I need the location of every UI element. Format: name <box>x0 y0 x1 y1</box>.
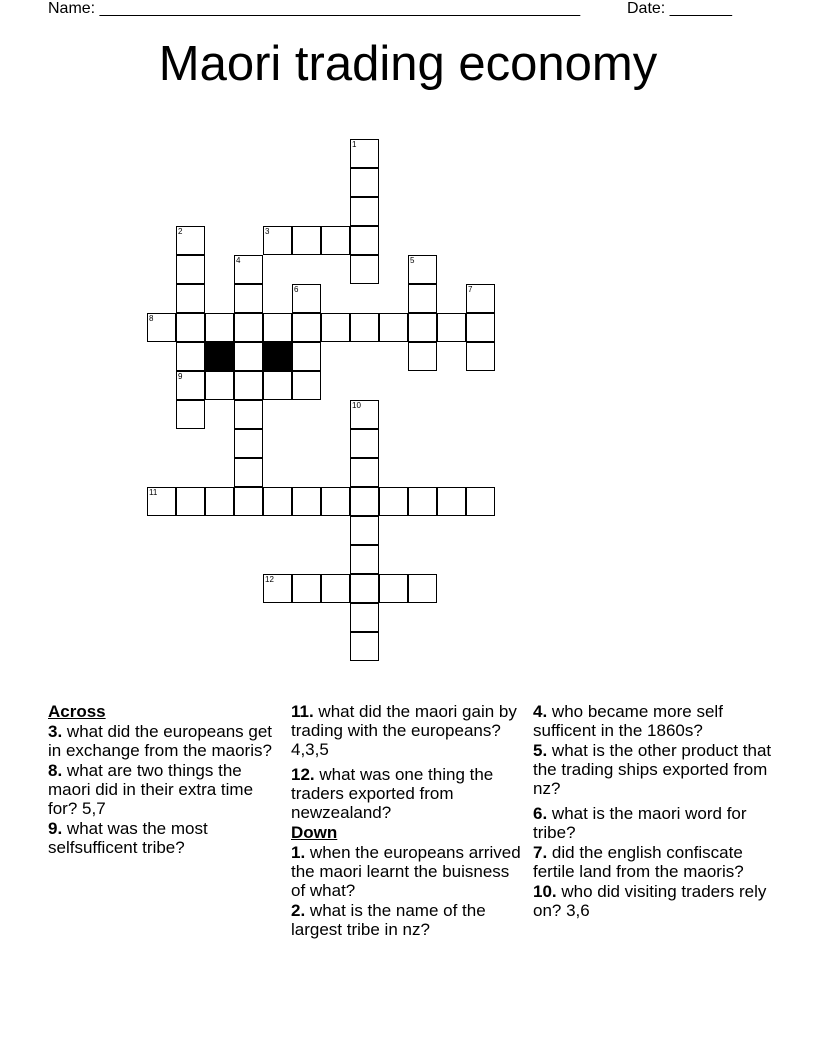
grid-cell[interactable] <box>408 284 437 313</box>
clue-number: 8 <box>149 314 154 323</box>
grid-cell[interactable] <box>350 197 379 226</box>
grid-cell[interactable] <box>263 226 292 255</box>
grid-cell[interactable] <box>234 487 263 516</box>
clue-number: 2 <box>178 227 183 236</box>
clue-across-9: 9. what was the most selfsufficent tribe? <box>48 819 208 857</box>
clues-column-1 <box>48 702 283 858</box>
grid-cell[interactable] <box>321 574 350 603</box>
grid-cell[interactable] <box>350 139 379 168</box>
grid-cell[interactable] <box>176 255 205 284</box>
grid-cell[interactable] <box>408 574 437 603</box>
grid-cell[interactable] <box>379 313 408 342</box>
grid-cell[interactable] <box>350 458 379 487</box>
clue-number: 5 <box>410 256 415 265</box>
clue-number: 4 <box>236 256 241 265</box>
grid-cell[interactable] <box>147 487 176 516</box>
grid-cell[interactable] <box>437 313 466 342</box>
grid-cell[interactable] <box>234 313 263 342</box>
grid-cell[interactable] <box>292 313 321 342</box>
grid-cell[interactable] <box>234 255 263 284</box>
clue-number: 3 <box>265 227 270 236</box>
clue-number: 10 <box>352 401 361 410</box>
grid-cell[interactable] <box>350 226 379 255</box>
page-title: Maori trading economy <box>158 37 658 91</box>
grid-cell[interactable] <box>379 574 408 603</box>
grid-cell[interactable] <box>321 226 350 255</box>
grid-cell[interactable] <box>350 603 379 632</box>
clue-down-1: 1. when the europeans arrived the maori learnt the buisness of what? <box>291 843 521 900</box>
grid-cell[interactable] <box>350 313 379 342</box>
clue-across-8: 8. what are two things the maori did in their extra time for? 5,7 <box>48 761 254 818</box>
date-field: Date: _______ <box>627 0 732 17</box>
clues-column-3 <box>533 702 773 921</box>
grid-cell[interactable] <box>263 313 292 342</box>
grid-cell[interactable] <box>350 516 379 545</box>
grid-cell[interactable] <box>234 458 263 487</box>
clue-number: 11 <box>149 488 158 497</box>
grid-cell[interactable] <box>350 168 379 197</box>
grid-cell[interactable] <box>205 487 234 516</box>
grid-cell[interactable] <box>321 313 350 342</box>
clue-number: 6 <box>294 285 299 294</box>
clue-across-3: 3. what did the europeans get in exchange from the maoris? <box>48 722 273 760</box>
grid-cell[interactable] <box>321 487 350 516</box>
grid-cell[interactable] <box>350 487 379 516</box>
grid-cell[interactable] <box>147 313 176 342</box>
grid-cell[interactable] <box>263 574 292 603</box>
clue-across-11: 11. what did the maori gain by trading with the europeans? 4,3,5 <box>291 702 517 759</box>
grid-cell[interactable] <box>292 371 321 400</box>
clue-number: 12 <box>265 575 274 584</box>
grid-cell[interactable] <box>176 342 205 371</box>
grid-cell[interactable] <box>234 400 263 429</box>
grid-cell[interactable] <box>350 545 379 574</box>
grid-cell[interactable] <box>466 342 495 371</box>
name-field: Name: ______________________________________________________ <box>48 0 581 17</box>
grid-cell[interactable] <box>379 487 408 516</box>
grid-cell[interactable] <box>466 284 495 313</box>
grid-cell[interactable] <box>263 371 292 400</box>
grid-cell[interactable] <box>234 342 263 371</box>
grid-cell[interactable] <box>466 487 495 516</box>
clue-down-6: 6. what is the maori word for tribe? <box>533 804 747 842</box>
clue-down-4: 4. who became more self sufficent in the 1860s? <box>533 702 723 740</box>
grid-cell[interactable] <box>176 400 205 429</box>
clue-down-10: 10. who did visiting traders rely on? 3,6 <box>533 882 767 920</box>
clue-number: 7 <box>468 285 473 294</box>
grid-cell[interactable] <box>408 255 437 284</box>
clues-column-2 <box>291 702 526 940</box>
grid-cell[interactable] <box>292 284 321 313</box>
grid-cell[interactable] <box>408 342 437 371</box>
grid-cell[interactable] <box>176 487 205 516</box>
grid-cell[interactable] <box>292 574 321 603</box>
clue-down-2: 2. what is the name of the largest tribe in nz? <box>291 901 486 939</box>
grid-cell[interactable] <box>437 487 466 516</box>
grid-cell[interactable] <box>234 371 263 400</box>
grid-cell[interactable] <box>205 313 234 342</box>
clue-number: 9 <box>178 372 183 381</box>
grid-cell[interactable] <box>408 313 437 342</box>
grid-cell[interactable] <box>176 284 205 313</box>
grid-cell[interactable] <box>176 371 205 400</box>
down-heading: Down <box>291 823 338 842</box>
grid-cell[interactable] <box>205 371 234 400</box>
grid-cell[interactable] <box>466 313 495 342</box>
grid-cell[interactable] <box>176 313 205 342</box>
grid-cell[interactable] <box>292 487 321 516</box>
clue-across-12: 12. what was one thing the traders exported from newzealand? <box>291 765 494 822</box>
grid-cell[interactable] <box>408 487 437 516</box>
clue-down-7: 7. did the english confiscate fertile land from the maoris? <box>533 843 744 881</box>
grid-cell[interactable] <box>350 632 379 661</box>
black-square <box>205 342 234 371</box>
grid-cell[interactable] <box>292 342 321 371</box>
grid-cell[interactable] <box>234 429 263 458</box>
grid-cell[interactable] <box>350 429 379 458</box>
grid-cell[interactable] <box>263 487 292 516</box>
black-square <box>263 342 292 371</box>
across-heading: Across <box>48 702 106 721</box>
clue-number: 1 <box>352 140 357 149</box>
clue-down-5: 5. what is the other product that the trading ships exported from nz? <box>533 741 772 798</box>
grid-cell[interactable] <box>350 574 379 603</box>
grid-cell[interactable] <box>350 400 379 429</box>
grid-cell[interactable] <box>350 255 379 284</box>
grid-cell[interactable] <box>176 226 205 255</box>
grid-cell[interactable] <box>234 284 263 313</box>
grid-cell[interactable] <box>292 226 321 255</box>
